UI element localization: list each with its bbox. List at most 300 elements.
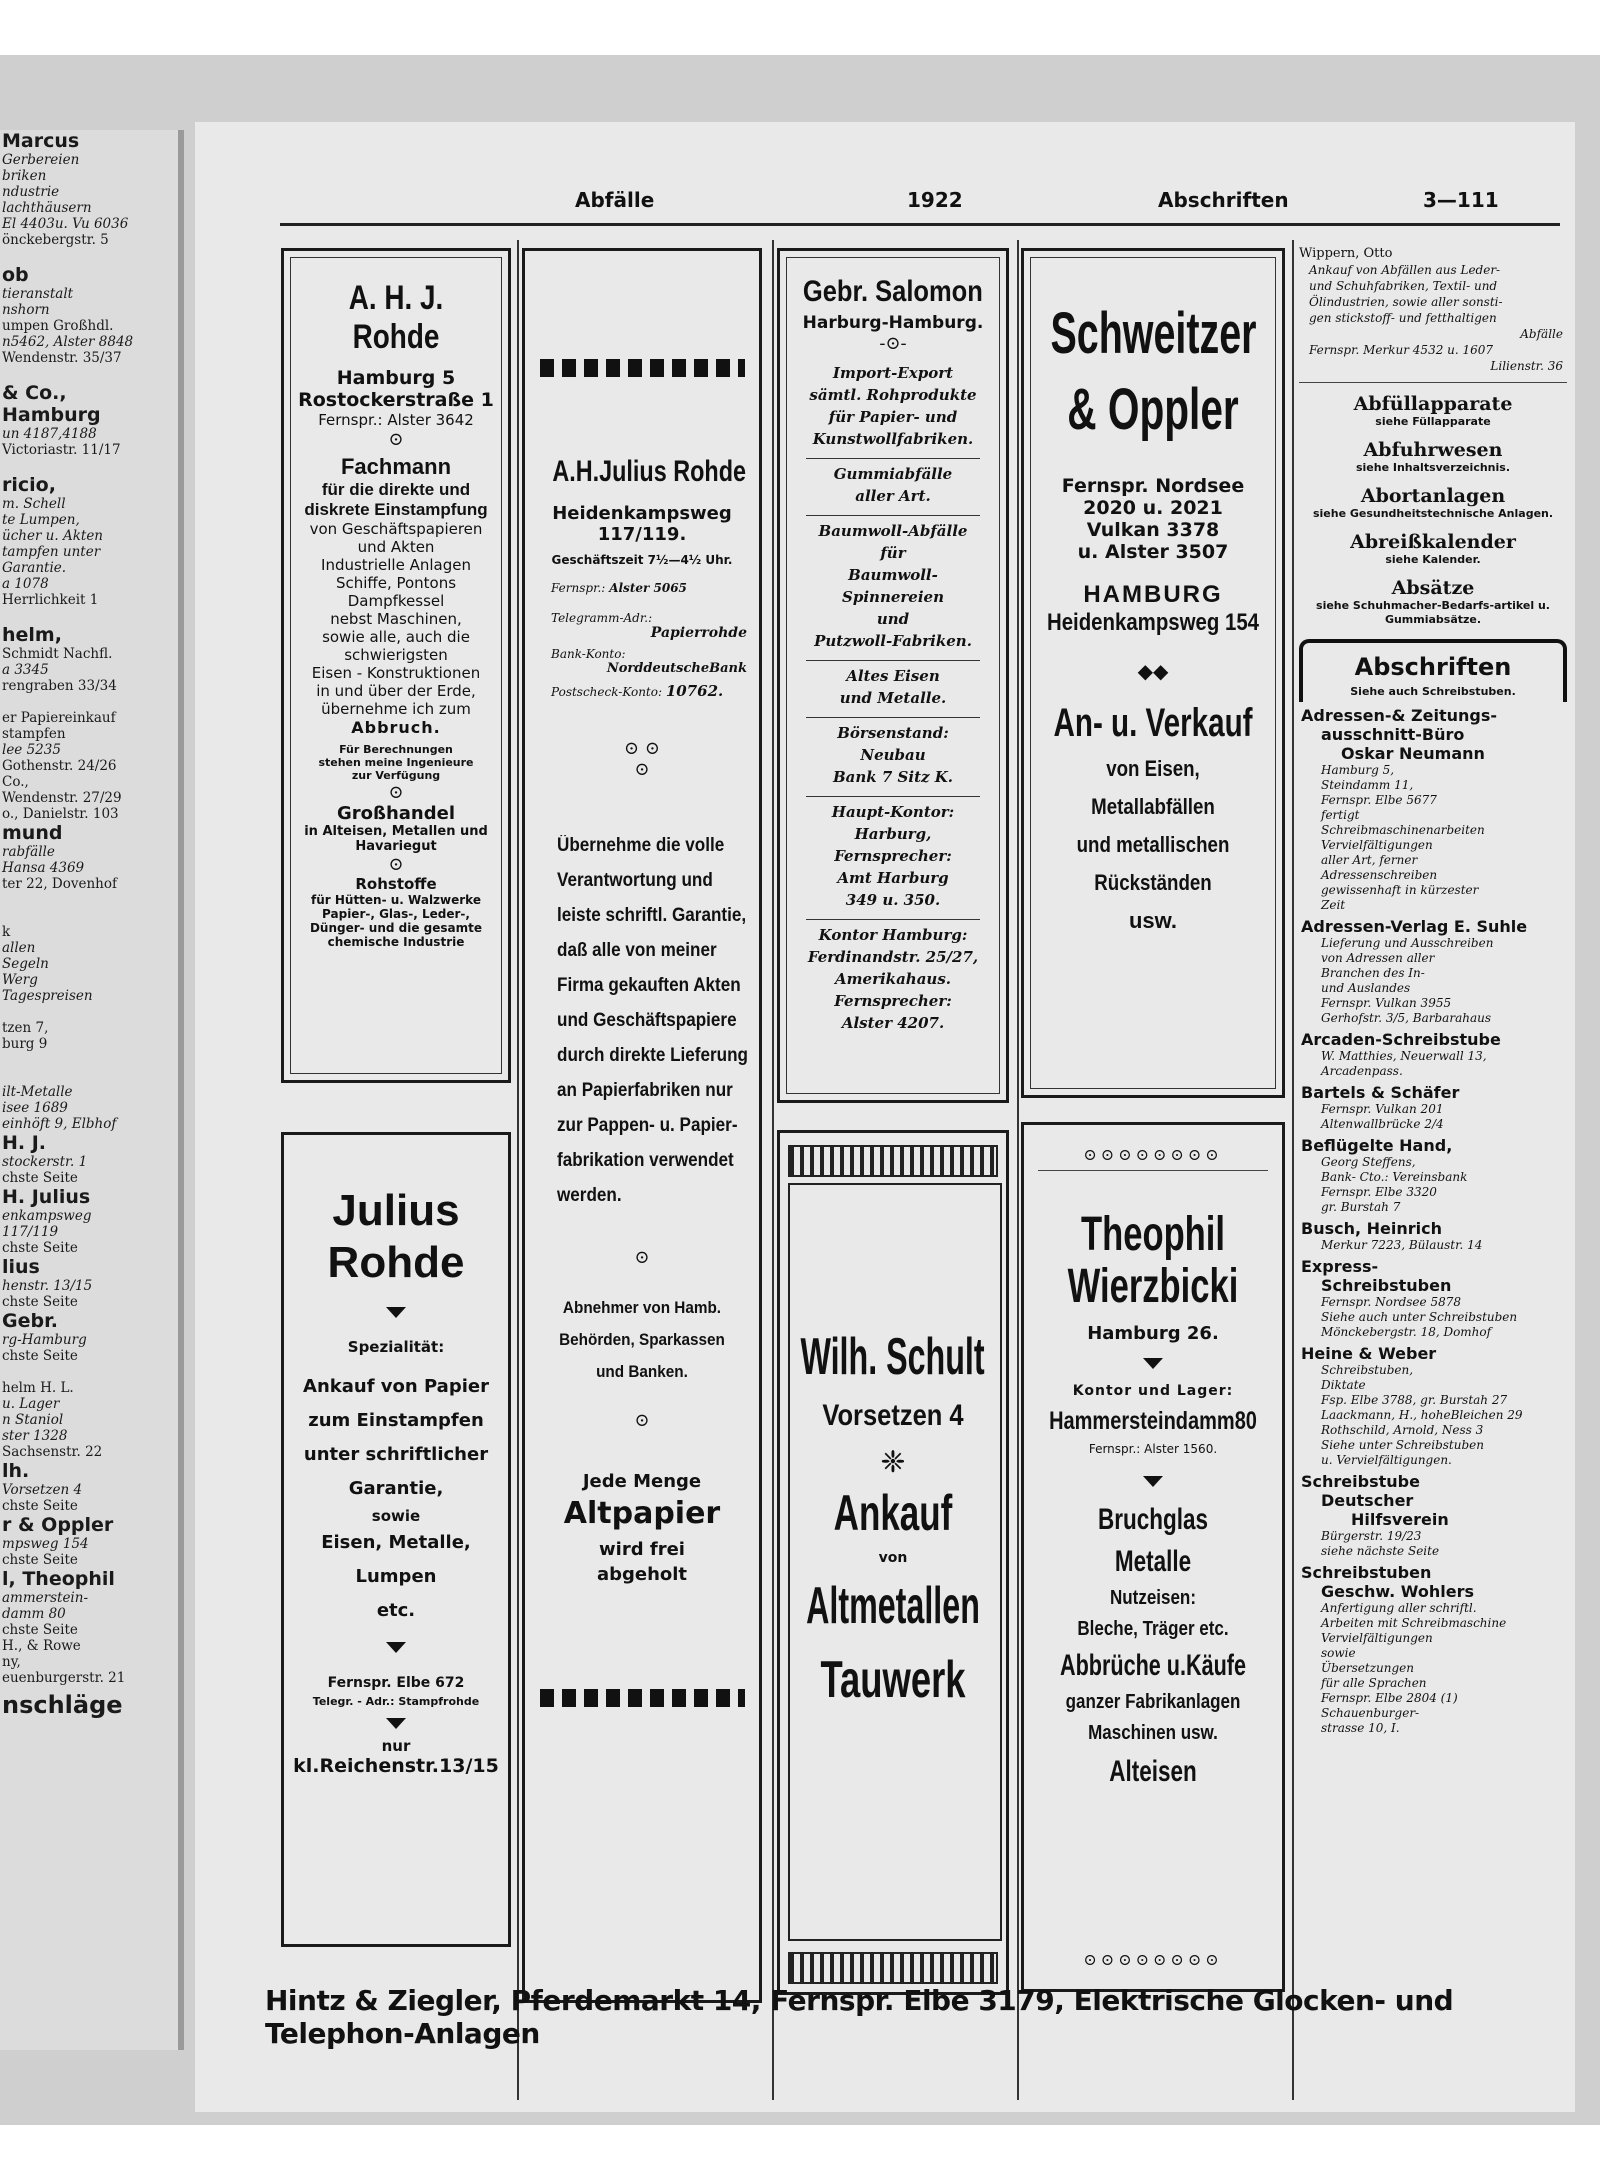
ad-block [780, 801, 1006, 911]
left-page-line: chste Seite [2, 1348, 78, 1364]
column-rule [517, 240, 519, 2100]
left-page-line: o., Danielstr. 103 [2, 806, 119, 822]
ad-line: von [878, 1550, 908, 1566]
bank: NorddeutscheBank [606, 661, 747, 676]
left-page-line: ndustrie [2, 184, 60, 200]
ad-line: Abbrüche u.Käufe [1059, 1649, 1247, 1682]
ad-line: diskrete Einstampfung [304, 500, 488, 519]
label: Bank-Konto: [551, 647, 626, 661]
ad-line: Altmetallen [806, 1577, 980, 1635]
label: Telegramm-Adr.: [551, 611, 653, 625]
divider [806, 660, 980, 661]
left-page-line: chste Seite [2, 1552, 78, 1568]
reference-see: siehe Füllapparate [1375, 415, 1491, 428]
left-page-line: Sachsenstr. 22 [2, 1444, 103, 1460]
ad-line: Metallabfällen [1091, 794, 1215, 819]
entry-line: Merkur 7223, Bülaustr. 14 [1321, 1238, 1483, 1252]
directory-entry [1301, 1472, 1565, 1559]
left-page-line: Gerbereien [2, 152, 80, 168]
phone: u. Alster 3507 [1077, 541, 1229, 563]
phone: 2020 u. 2021 [1083, 497, 1223, 519]
ad-line: Garantie, [348, 1478, 444, 1499]
entry-line: ausschnitt-Büro [1321, 725, 1465, 744]
ad-line: An- u. Verkauf [1053, 701, 1253, 745]
left-page-line: helm, [2, 624, 62, 646]
ad-block [780, 362, 1006, 450]
company-name: A. H. J. Rohde [348, 279, 444, 356]
ad-gebr-salomon [777, 248, 1009, 1103]
ad-line: Amt Harburg [837, 869, 949, 887]
ad-line: nebst Maschinen, [330, 610, 462, 628]
ad-line: daß alle von meiner [557, 940, 717, 961]
entry-line: strasse 10, I. [1321, 1721, 1400, 1735]
ad-line: Verantwortung und [557, 870, 713, 891]
entry-line: gewissenhaft in kürzester [1321, 883, 1479, 897]
phone: Vulkan 3378 [1086, 519, 1220, 541]
left-page-line: Hansa 4369 [2, 860, 85, 876]
entry-line: Lieferung und Ausschreiben [1321, 936, 1494, 950]
phone: Alster 5065 [609, 581, 687, 595]
ad-line: Neubau [860, 746, 926, 764]
phone: Fernspr. Nordsee [1061, 475, 1245, 497]
city: Harburg-Hamburg. [802, 313, 984, 333]
left-page-line: El 4403u. Vu 6036 [2, 216, 129, 232]
left-page-line: H. Julius [2, 1186, 91, 1208]
left-page-line: henstr. 13/15 [2, 1278, 93, 1294]
diamond-ornament: ◆◆ [1137, 659, 1169, 683]
left-page-line: m. Schell [2, 496, 66, 512]
left-page-line: Schmidt Nachfl. [2, 646, 113, 662]
reference-entry [1299, 577, 1567, 627]
directory-entry [1301, 1083, 1565, 1132]
left-page-line: mpsweg 154 [2, 1536, 89, 1552]
left-page-line: Segeln [2, 956, 49, 972]
ad-line: und Geschäftspapiere [557, 1010, 737, 1031]
ad-line: Spezialität: [347, 1338, 445, 1356]
circle-ornament: ⊙ [388, 782, 404, 803]
header-rule [280, 223, 1560, 226]
ad-line: fabrikation verwendet [557, 1150, 734, 1171]
triangle-ornament [386, 1642, 406, 1653]
entry-line: siehe nächste Seite [1321, 1544, 1440, 1558]
company-name: Julius [332, 1186, 460, 1235]
entry-line: Vervielfältigungen [1321, 1631, 1433, 1645]
ad-line: Börsenstand: [837, 724, 949, 742]
company-name: Gebr. Salomon [803, 275, 983, 308]
label: Fernspr.: [551, 581, 606, 595]
left-page-line: Hamburg [2, 404, 101, 426]
left-page-line: lee 5235 [2, 742, 61, 758]
ad-block [780, 665, 1006, 709]
ad-line: und [876, 610, 910, 628]
ad-line: nur [381, 1737, 411, 1755]
ad-line: Papier-, Glas-, Leder-, [322, 907, 470, 921]
entry-line: Busch, Heinrich [1301, 1219, 1442, 1238]
ad-line: und Banken. [596, 1362, 688, 1381]
left-page-line [0, 1364, 178, 1380]
left-page-line: chste Seite [2, 1240, 78, 1256]
left-page-line: chste Seite [2, 1622, 78, 1638]
postscheck: 10762. [665, 682, 724, 700]
ad-line: Ferdinandstr. 25/27, [807, 948, 979, 966]
header-left: Abfälle [575, 188, 655, 212]
directory-entry [1301, 1563, 1565, 1736]
ad-schweitzer-oppler [1021, 248, 1285, 1098]
entry-line: Fernspr. Elbe 2804 (1) [1321, 1691, 1458, 1705]
ad-line: leiste schriftl. Garantie, [557, 905, 747, 926]
entry-line: von Adressen aller [1321, 951, 1435, 965]
left-page-line: Wendenstr. 27/29 [2, 790, 122, 806]
left-page-line: er Papiereinkauf [2, 710, 116, 726]
column-rule [1017, 240, 1019, 2100]
entry-line: Fernspr. Elbe 3320 [1321, 1185, 1437, 1199]
ad-line: Bruchglas [1097, 1503, 1209, 1536]
entry-line: Arcaden-Schreibstube [1301, 1030, 1501, 1049]
ad-line: zum Einstampfen [308, 1410, 484, 1431]
ad-block [780, 463, 1006, 507]
ad-line: und Metalle. [839, 689, 947, 707]
ornament-bar [540, 1689, 745, 1707]
entry-line: Oskar Neumann [1341, 744, 1485, 763]
left-page-line: n Staniol [2, 1412, 64, 1428]
left-page-line: rg-Hamburg [2, 1332, 87, 1348]
triangle-ornament [1143, 1358, 1163, 1369]
hours: Geschäftszeit 7½—4½ Uhr. [551, 553, 733, 567]
city: Hamburg 26. [1087, 1323, 1219, 1344]
ad-line: und metallischen [1076, 832, 1230, 857]
left-page-line: chste Seite [2, 1170, 78, 1186]
reference-entry [1299, 393, 1567, 429]
left-page-line [0, 366, 178, 382]
reference-see: siehe Schuhmacher-Bedarfs-artikel u. Gummiabsätze. [1316, 599, 1550, 626]
city: Hamburg 5 [336, 367, 456, 389]
entry-line: Georg Steffens, [1321, 1155, 1416, 1169]
entry-line: gr. Burstah 7 [1321, 1200, 1401, 1214]
entry-line: Bürgerstr. 19/23 [1321, 1529, 1422, 1543]
left-page-line: H., & Rowe [2, 1638, 81, 1654]
entry-line: Gerhofstr. 3/5, Barbarahaus [1321, 1011, 1491, 1025]
ad-line: schwierigsten [344, 646, 448, 664]
ad-line: sowie alle, auch die [322, 628, 470, 646]
flower-ornament: ❈ [880, 1445, 906, 1480]
left-page-line: burg 9 [2, 1036, 48, 1052]
entry-line: Vervielfältigungen [1321, 838, 1433, 852]
entry-line: Adressen-& Zeitungs- [1301, 706, 1498, 725]
ad-line: Übernehme die volle [557, 835, 725, 856]
ad-line: Rohstoffe [355, 875, 437, 893]
entry-line: und Auslandes [1321, 981, 1411, 995]
entry-line: Schreibstuben [1301, 1563, 1432, 1582]
right-page [195, 122, 1575, 2112]
ad-line: stehen meine Ingenieure [318, 756, 474, 769]
entry-line: Adressen-Verlag E. Suhle [1301, 917, 1528, 936]
ad-line: kl.Reichenstr.13/15 [293, 1755, 499, 1777]
ornament-bar [788, 1145, 998, 1177]
ad-line: an Papierfabriken nur [557, 1080, 733, 1101]
ad-ahjulius-rohde [522, 248, 762, 2003]
reference-heading: Abortanlagen [1360, 485, 1506, 507]
ad-line: Maschinen usw. [1088, 1722, 1218, 1744]
ad-line: Import-Export [832, 364, 954, 382]
ad-line: zur Pappen- u. Papier- [557, 1115, 738, 1136]
ad-line: abgeholt [596, 1564, 688, 1585]
ad-line: Ankauf von Papier [303, 1376, 489, 1397]
entry-line: W. Matthies, Neuerwall 13, [1321, 1049, 1487, 1063]
ad-line: durch direkte Lieferung [557, 1045, 748, 1066]
entry-line: Geschw. Wohlers [1321, 1582, 1474, 1601]
left-page-line: isee 1689 [2, 1100, 68, 1116]
ad-line: übernehme ich zum [321, 700, 471, 718]
ad-line: Jede Menge [582, 1471, 702, 1492]
telegram: Papierrohde [650, 625, 747, 641]
ad-line: von Geschäftspapieren [309, 520, 483, 538]
ad-line: Baumwoll- [848, 566, 938, 584]
entry-line: Fernspr. Vulkan 3955 [1321, 996, 1452, 1010]
left-page-line: euenburgerstr. 21 [2, 1670, 126, 1686]
left-page-line: nshorn [2, 302, 50, 318]
section-subheading: Siehe auch Schreibstuben. [1350, 685, 1516, 698]
left-page-line: Gothenstr. 24/26 [2, 758, 117, 774]
entry-line: Zeit [1321, 898, 1346, 912]
entry-line: Hamburg 5, [1321, 763, 1395, 777]
entry-line: Fernspr. Merkur 4532 u. 1607 [1309, 343, 1494, 357]
ad-line: Harburg, [854, 825, 932, 843]
ornament-bar [540, 359, 745, 377]
reference-see: siehe Kalender. [1385, 553, 1481, 566]
ad-line: und Akten [357, 538, 435, 556]
ad-theophil-wierzbicki [1021, 1122, 1285, 1992]
ad-line: aller Art. [855, 487, 931, 505]
ad-line: unter schriftlicher [303, 1444, 489, 1465]
circle-ornament: ⊙ [388, 854, 404, 875]
ad-line: Dampfkessel [347, 592, 445, 610]
ad-line: Metalle [1114, 1545, 1192, 1578]
entry-line: Lilienstr. 36 [1490, 359, 1563, 373]
directory-entry [1301, 1030, 1565, 1079]
phone: Fernspr.: Alster 1560. [1088, 1442, 1218, 1456]
entry-line: Deutscher [1321, 1491, 1414, 1510]
label: Postscheck-Konto: [551, 685, 663, 699]
left-page-line: tzen 7, [2, 1020, 49, 1036]
ad-line: zur Verfügung [351, 769, 441, 782]
abschriften-heading-box [1299, 639, 1567, 702]
left-page-line: a 3345 [2, 662, 49, 678]
ad-line: Lumpen [355, 1566, 437, 1587]
left-page-line: allen [2, 940, 36, 956]
left-page-line: rabfälle [2, 844, 55, 860]
left-page-line: stockerstr. 1 [2, 1154, 88, 1170]
ad-line: Für Berechnungen [339, 743, 453, 756]
street: Hammersteindamm80 [1049, 1407, 1257, 1435]
circle-ornament: ⊙ [634, 1410, 650, 1431]
reference-entry [1299, 439, 1567, 475]
entry-line: Schreibstuben, [1321, 1363, 1414, 1377]
entry-line: Übersetzungen [1321, 1661, 1415, 1675]
circle-ornament: ⊙ [634, 1247, 650, 1268]
company-name: Schweitzer [1049, 301, 1257, 366]
divider [806, 458, 980, 459]
left-page-line: H. J. [2, 1132, 47, 1154]
left-page-line: te Lumpen, [2, 512, 80, 528]
ad-line: in und über der Erde, [316, 682, 476, 700]
left-page-line: lh. [2, 1460, 30, 1482]
ad-line: Fernsprecher: [834, 847, 952, 865]
ad-line: Kontor und Lager: [1072, 1383, 1234, 1399]
page-header [195, 188, 1575, 218]
ad-line: Ankauf [833, 1485, 953, 1541]
left-page-line: n5462, Alster 8848 [2, 334, 134, 350]
entry-line: Steindamm 11, [1321, 778, 1414, 792]
ad-julius-rohde [281, 1132, 511, 1947]
ad-line: Alster 4207. [841, 1014, 945, 1032]
left-page-line: Werg [2, 972, 38, 988]
left-page-line [0, 908, 178, 924]
directory-column [1299, 246, 1567, 1986]
header-page-number: 3—111 [1423, 188, 1499, 212]
ad-line: Dünger- und die gesamte [309, 921, 483, 935]
circle-ornament: -⊙- [879, 333, 907, 354]
ad-line: Fernspr. Elbe 672 [327, 1675, 465, 1691]
ad-line: von Eisen, [1106, 756, 1200, 781]
entry-line: Bartels & Schäfer [1301, 1083, 1460, 1102]
entry-line: Siehe auch unter Schreibstuben [1321, 1310, 1518, 1324]
left-page-line: lius [2, 1256, 40, 1278]
divider [806, 919, 980, 920]
ad-line: Havariegut [355, 839, 437, 854]
directory-entry [1301, 1344, 1565, 1468]
reference-see: siehe Inhaltsverzeichnis. [1355, 461, 1511, 474]
ad-line: Fernsprecher: [834, 992, 952, 1010]
ad-line: Alteisen [1109, 1755, 1197, 1788]
left-page-line: ricio, [2, 474, 56, 496]
left-page-line: Vorsetzen 4 [2, 1482, 83, 1498]
entry-line: Siehe unter Schreibstuben [1321, 1438, 1484, 1452]
ad-line: Nutzeisen: [1110, 1587, 1196, 1609]
left-page-strip [0, 130, 184, 2050]
left-page-line: u. Lager [2, 1396, 60, 1412]
header-right: Abschriften [1158, 188, 1289, 212]
ad-ahj-rohde [281, 248, 511, 1083]
company-name: Theophil [1081, 1208, 1225, 1261]
left-page-line: einhöft 9, Elbhof [2, 1116, 117, 1132]
left-page-line: chste Seite [2, 1294, 78, 1310]
reference-heading: Abfuhrwesen [1363, 439, 1503, 461]
ad-line: ganzer Fabrikanlagen [1065, 1691, 1241, 1713]
left-page-line: ob [2, 264, 29, 286]
directory-entry [1301, 1136, 1565, 1215]
ad-line: Bleche, Träger etc. [1077, 1618, 1229, 1640]
ad-line: für Papier- und [828, 408, 958, 426]
ad-wilh-schult [777, 1130, 1009, 1995]
left-page-line: ilt-Metalle [2, 1084, 73, 1100]
entry-line: Branchen des In- [1321, 966, 1425, 980]
left-page-line [0, 1068, 178, 1084]
company-name: Wilh. Schult [800, 1328, 986, 1386]
entry-line: Beflügelte Hand, [1301, 1136, 1453, 1155]
entry-line: Wippern, Otto [1299, 246, 1393, 261]
triangle-ornament [386, 1307, 406, 1318]
ad-line: Haupt-Kontor: [831, 803, 955, 821]
entry-line: Schreibstuben [1321, 1276, 1452, 1295]
left-page-line: damm 80 [2, 1606, 66, 1622]
left-page-line: ster 1328 [2, 1428, 68, 1444]
street: Vorsetzen 4 [822, 1399, 964, 1432]
left-page-line: k [2, 924, 11, 940]
left-page-line: Herrlichkeit 1 [2, 592, 99, 608]
ad-line: Abbruch. [351, 718, 441, 737]
entry-line: Fernspr. Nordsee 5878 [1321, 1295, 1461, 1309]
ad-line: chemische Industrie [327, 935, 465, 949]
ad-line: sowie [371, 1507, 421, 1525]
left-page-line [0, 892, 178, 908]
entry-line: fertigt [1321, 808, 1360, 822]
entry-line: Schauenburger- [1321, 1706, 1420, 1720]
left-page-line: briken [2, 168, 47, 184]
left-page-line [0, 608, 178, 624]
ad-line: Altpapier [563, 1496, 721, 1531]
company-name: & Oppler [1067, 377, 1239, 442]
ad-block [780, 520, 1006, 652]
entry-line: Bank- Cto.: Vereinsbank [1321, 1170, 1468, 1184]
ad-line: 349 u. 350. [845, 891, 941, 909]
ad-line: Rückständen [1094, 870, 1212, 895]
divider [806, 717, 980, 718]
header-year: 1922 [907, 188, 963, 212]
directory-entry [1301, 1257, 1565, 1340]
ad-line: Bank 7 Sitz K. [832, 768, 954, 786]
entry-line: Express- [1301, 1257, 1379, 1276]
left-page-line: Tagespreisen [2, 988, 93, 1004]
ad-line: Telegr. - Adr.: Stampfrohde [312, 1695, 480, 1708]
footer-ad: Hintz & Ziegler, Pferdemarkt 14, Fernspr. Elbe 3179, Elektrische Glocken- und Telephon-Anlagen [265, 1984, 1454, 2050]
left-page-line [0, 458, 178, 474]
ad-line: Industrielle Anlagen [321, 556, 471, 574]
ad-line: sämtl. Rohprodukte [809, 386, 977, 404]
left-page-line: 117/119 [2, 1224, 59, 1240]
left-page-line [0, 1052, 178, 1068]
reference-entry [1299, 485, 1567, 521]
entry-line: Heine & Weber [1301, 1344, 1437, 1363]
ad-line: Amerikahaus. [835, 970, 951, 988]
ad-line: in Alteisen, Metallen und [304, 824, 488, 839]
entry-line: Ankauf von Abfällen aus Leder- [1309, 263, 1501, 277]
entry-line: für alle Sprachen [1321, 1676, 1427, 1690]
entry-line: Altenwallbrücke 2/4 [1321, 1117, 1444, 1131]
left-page-line [0, 1004, 178, 1020]
left-page-line: a 1078 [2, 576, 49, 592]
left-page-line: rengraben 33/34 [2, 678, 117, 694]
entry-line: Fernspr. Vulkan 201 [1321, 1102, 1444, 1116]
left-page-line [0, 248, 178, 264]
left-page-line: mund [2, 822, 63, 844]
left-page-line: chste Seite [2, 1498, 78, 1514]
entry-line: Adressenschreiben [1321, 868, 1438, 882]
ad-line: für [880, 544, 906, 562]
entry-line: Arbeiten mit Schreibmaschine [1321, 1616, 1507, 1630]
ad-line: Kontor Hamburg: [818, 926, 968, 944]
company-name: Rohde [327, 1238, 465, 1287]
left-page-line: r & Oppler [2, 1514, 114, 1536]
entry-line: Ölindustrien, sowie aller sonsti- [1309, 295, 1503, 309]
ad-line: werden. [557, 1185, 622, 1206]
ad-line: für Hütten- u. Walzwerke [311, 893, 481, 907]
company-name: Wierzbicki [1067, 1260, 1239, 1313]
left-page-line: ammerstein- [2, 1590, 89, 1606]
left-page-line: l, Theophil [2, 1568, 115, 1590]
left-page-line: Garantie. [2, 560, 67, 576]
column-rule [1292, 240, 1294, 2100]
left-page-line: tampfen unter [2, 544, 101, 560]
